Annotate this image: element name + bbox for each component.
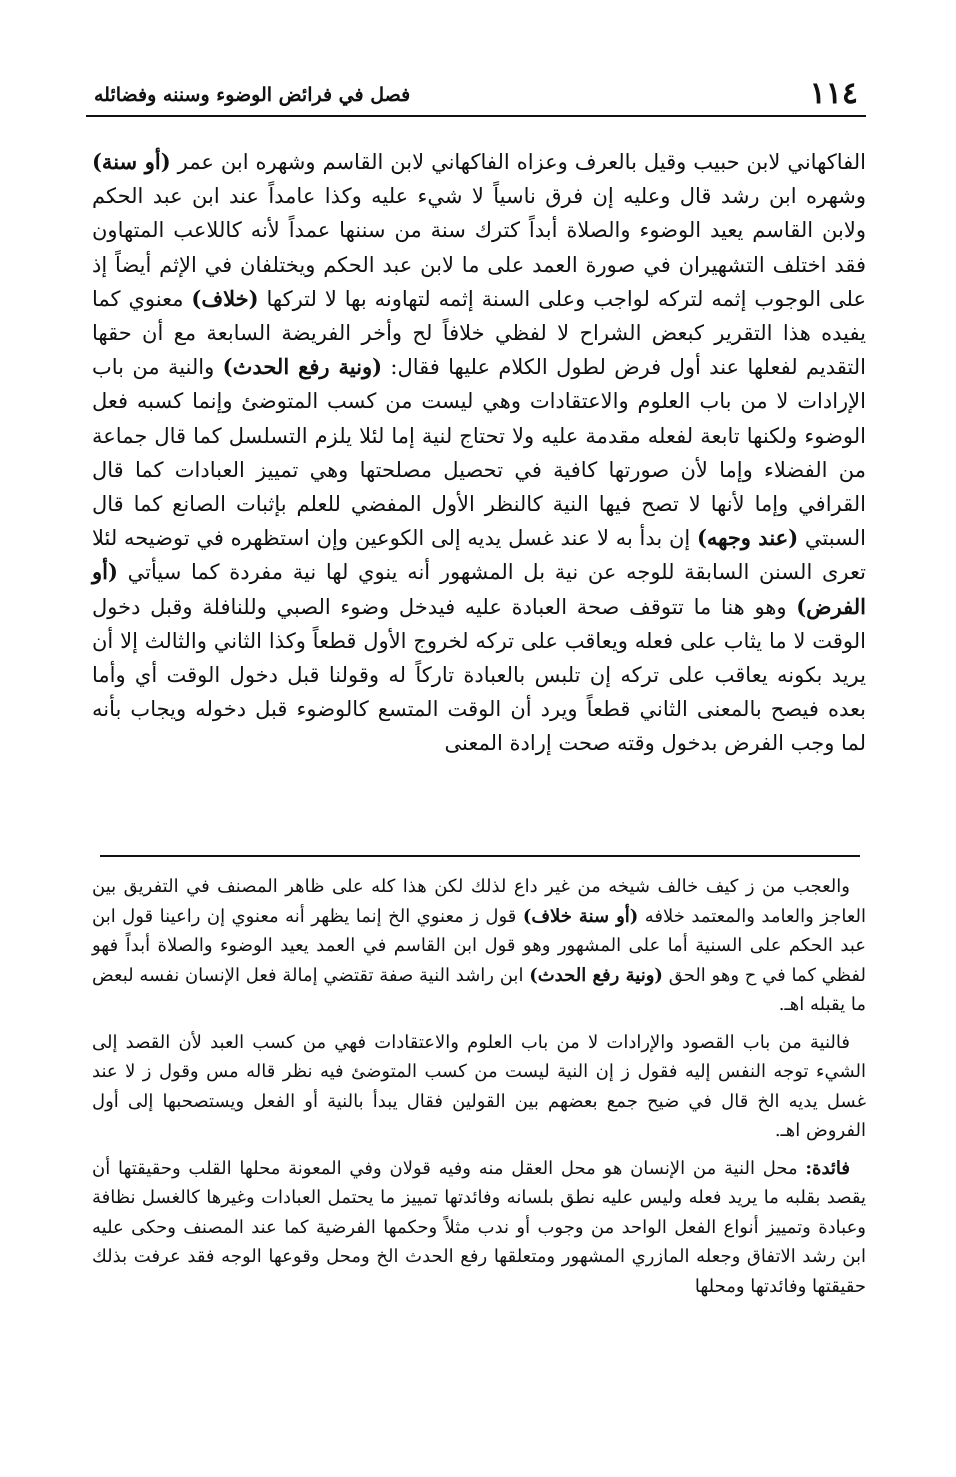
footnote-text-segment: والعجب من ز كيف خالف شيخه من غير داع لذلك لكن هذا كله على ظاهر المصنف في التفريق بين العاجز والعامد والمعتمد خلافه <box>92 876 866 927</box>
highlighted-term: (ونية رفع الحدث) <box>222 354 383 380</box>
main-text-segment: وشهره ابن رشد قال وعليه إن فرق ناسياً لا شيء عليه وكذا عامداً عند ابن عبد الحكم ولابن القاسم يعيد الوضوء والصلاة أبداً كترك سنة من سننها عمداً لأنه كاللاعب المتهاون فقد اختلف التشهيران في صورة العمد على ما لابن عبد الحكم ويختلفان في الإثم أيضاً إذ على الوجوب إثمه لتركه لواجب وعلى السنة إثمه لتهاونه بها لا لتركها <box>92 184 866 311</box>
main-text-segment: إن بدأ به لا عند غسل يديه إلى الكوعين وإن استظهره في توضيحه لئلا تعرى السنن السابقة للوجه عن نية بل المشهور أنه ينوي لها نية مفردة كما سيأتي <box>92 526 866 585</box>
footnote-text-segment: محل النية من الإنسان هو محل العقل منه وفيه قولان وفي المعونة محلها القلب وحقيقتها أن يقصد بقلبه ما يريد فعله وليس عليه نطق بلسانه وفائدتها تمييز ما يحتمل العبادات وغيرها كالغسل نظافة وعبادة وتمييز أنواع الفعل الواحد من وجوب أو ندب مثلاً وحكمها الفرضية كما عند المصنف وحكى عليه ابن رشد الاتفاق وجعله المازري المشهور ومتعلقها رفع الحدث الخ ومحل وقوعها الوجه فقد عرفت بذلك حقيقتها وفائدتها ومحلها <box>92 1157 866 1297</box>
highlighted-term: (خلاف) <box>191 285 259 311</box>
footnote-text-segment: ابن راشد النية صفة تقتضي إمالة فعل الإنسان نفسه لبعض ما يقبله اهـ. <box>92 964 866 1015</box>
highlighted-term: (عند وجهه) <box>696 525 799 551</box>
main-paragraph <box>92 145 866 761</box>
highlighted-term: (ونية رفع الحدث) <box>529 964 663 986</box>
highlighted-term: (أو سنة) <box>92 149 171 174</box>
footnote-separator <box>100 855 860 857</box>
footnote-text-segment: فالنية من باب القصود والإرادات لا من باب العلوم والاعتقادات فهي من كسب العبد لأن القصد إلى الشيء توجه النفس إليه فقول ز إن النية ليست من كسب المتوضئ فيه نظر قاله مس وقول ز لا عند غسل يديه الخ قال في ضيح جمع بعضهم بين القولين فقال يبدأ بالنية أو الفعل ويستصحبها إلى أول الفروض اهـ. <box>92 1031 866 1141</box>
main-text <box>92 145 866 761</box>
footnote-paragraph <box>92 1154 866 1302</box>
header-rule <box>86 115 866 117</box>
main-text-segment: معنوي كما يفيده هذا التقرير كبعض الشراح لا لفظي خلافاً لح وأخر الفريضة السابعة مع أن حقها التقديم لفعلها عند أول فرض لطول الكلام عليها فقال: <box>92 286 866 380</box>
page-number: ١١٤ <box>809 76 858 111</box>
main-text-segment: والنية من باب الإرادات لا من باب العلوم والاعتقادات وهي ليست من كسب المتوضئ وإنما كسبه فعل الوضوء ولكنها تابعة لفعله مقدمة عليه ولا تحتاج لنية إما لئلا يلزم التسلسل كما قال جماعة من الفضلاء وإما لأن صورتها كافية في تحصيل مصلحتها وهي تمييز العبادات كما قال القرافي وإما لأنها لا تصح فيها النية كالنظر الأول المفضي للعلم بإثبات الصانع كما قال السبتي <box>92 355 866 551</box>
highlighted-term: (أو الفرض) <box>92 559 866 619</box>
footnote-text-segment: قول ز معنوي الخ إنما يظهر أنه معنوي إن راعينا قول ابن عبد الحكم على السنية أما على المشهور وهو قول ابن القاسم في العمد يعيد الوضوء والصلاة أبداً فهو لفظي كما في ح وهو الحق <box>92 905 867 986</box>
running-title: فصل في فرائض الوضوء وسننه وفضائله <box>94 84 411 106</box>
main-text-segment: وهو هنا ما تتوقف صحة العبادة عليه فيدخل وضوء الصبي وللنافلة وقبل دخول الوقت لا ما يثاب على فعله ويعاقب على تركه لخروج الأول قطعاً وكذا الثاني والثالث إلا أن يريد بكونه يعاقب على تركه إن تلبس بالعبادة تاركاً له وقولنا قبل دخول الوقت أي وأما بعده فيصح بالمعنى الثاني قطعاً ويرد أن الوقت المتسع كالوضوء قبل دخوله ويجاب بأنه لما وجب الفرض بدخول وقته صحت إرادة المعنى <box>92 594 866 756</box>
highlighted-term: (أو سنة خلاف) <box>522 905 639 927</box>
page-header <box>86 76 866 114</box>
main-text-segment: الفاكهاني لابن حبيب وقيل بالعرف وعزاه الفاكهاني لابن القاسم وشهره ابن عمر <box>170 150 866 174</box>
footnotes-section <box>92 872 866 1309</box>
benefit-label: فائدة: <box>805 1157 850 1179</box>
footnote-paragraph <box>92 872 866 1020</box>
footnote-paragraph <box>92 1028 866 1146</box>
